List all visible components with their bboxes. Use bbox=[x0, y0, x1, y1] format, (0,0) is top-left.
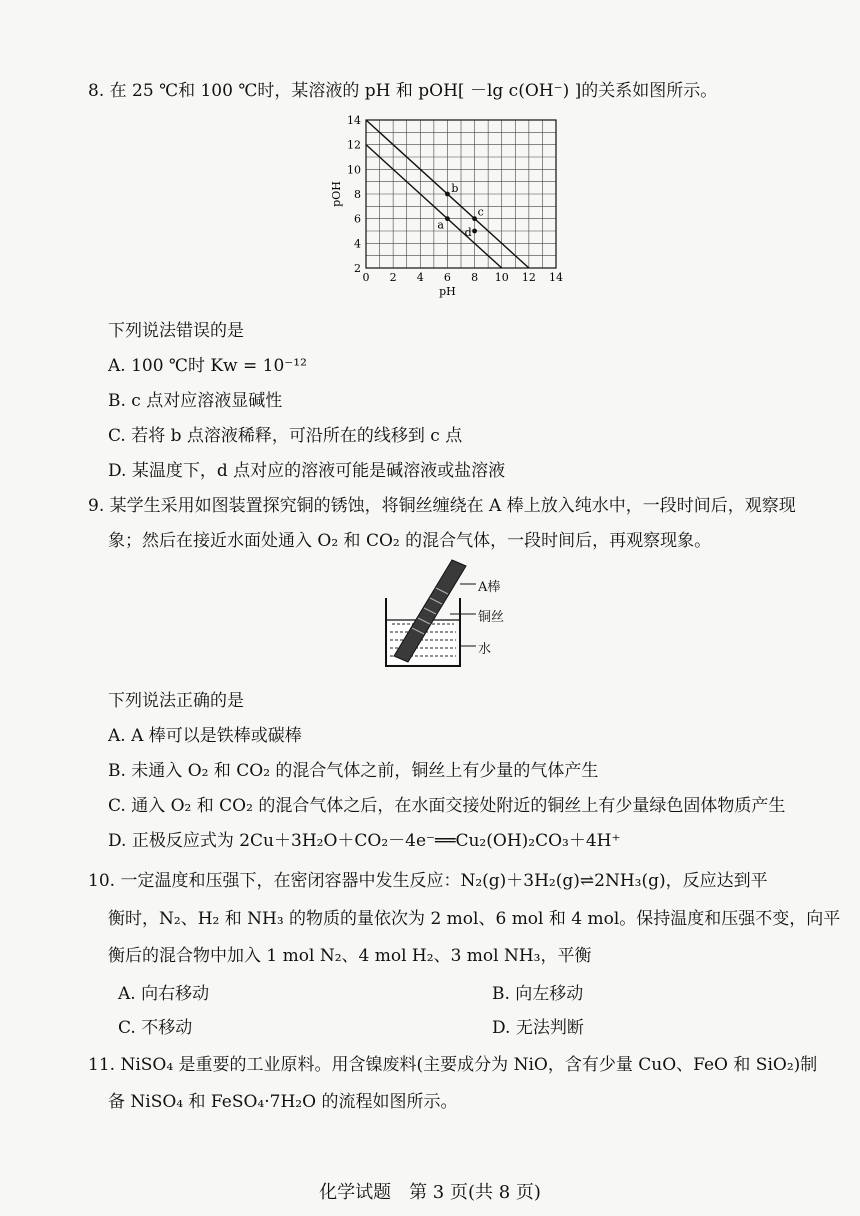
q11-stem-line1: 11. NiSO₄ 是重要的工业原料。用含镍废料(主要成分为 NiO，含有少量 CuO、FeO 和 SiO₂)制 bbox=[88, 1055, 818, 1075]
q8-chart bbox=[330, 112, 563, 302]
q8-option-b: B. c 点对应溶液显碱性 bbox=[108, 391, 283, 411]
q9-option-a: A. A 棒可以是铁棒或碳棒 bbox=[108, 726, 302, 746]
x-tick-label: 10 bbox=[494, 271, 509, 284]
q10-stem-line2: 衡时，N₂、H₂ 和 NH₃ 的物质的量依次为 2 mol、6 mol 和 4 mol。保持温度和压强不变，向平 bbox=[108, 909, 841, 929]
point-label-b: b bbox=[451, 182, 459, 195]
y-axis-label: pOH bbox=[330, 181, 343, 207]
point-label-c: c bbox=[477, 205, 484, 219]
q8-stem: 8. 在 25 ℃和 100 ℃时，某溶液的 pH 和 pOH[ －lg c(OH⁻) ]的关系如图所示。 bbox=[88, 81, 718, 101]
point-label-a: a bbox=[437, 218, 444, 232]
y-tick-label: 12 bbox=[347, 138, 361, 152]
point-c bbox=[472, 216, 477, 221]
q8-prompt: 下列说法错误的是 bbox=[108, 321, 244, 341]
q8-option-d: D. 某温度下，d 点对应的溶液可能是碱溶液或盐溶液 bbox=[108, 461, 506, 481]
q10-option-a: A. 向右移动 bbox=[118, 984, 210, 1004]
q8-option-c: C. 若将 b 点溶液稀释，可沿所在的线移到 c 点 bbox=[108, 426, 463, 446]
q10-option-b: B. 向左移动 bbox=[492, 984, 584, 1004]
point-a bbox=[445, 216, 450, 221]
q10-stem-line3: 衡后的混合物中加入 1 mol N₂、4 mol H₂、3 mol NH₃，平衡 bbox=[108, 946, 592, 966]
rod-label: A棒 bbox=[478, 580, 501, 595]
q10-stem-line1: 10. 一定温度和压强下，在密闭容器中发生反应：N₂(g)＋3H₂(g)⇌2NH₃(g)，反应达到平 bbox=[88, 871, 768, 891]
y-tick-label: 8 bbox=[354, 188, 361, 201]
x-tick-label: 14 bbox=[549, 271, 563, 284]
q9-option-d: D. 正极反应式为 2Cu＋3H₂O＋CO₂－4e⁻══Cu₂(OH)₂CO₃＋4H⁺ bbox=[108, 831, 621, 851]
y-tick-label: 10 bbox=[347, 163, 361, 177]
q10-option-c: C. 不移动 bbox=[118, 1018, 193, 1038]
q9-apparatus-figure bbox=[380, 558, 530, 676]
point-label-d: d bbox=[464, 226, 472, 239]
x-tick-label: 12 bbox=[521, 271, 536, 284]
wire-label: 铜丝 bbox=[478, 610, 505, 625]
q9-prompt: 下列说法正确的是 bbox=[108, 691, 244, 711]
q10-option-d: D. 无法判断 bbox=[492, 1018, 584, 1038]
q8-option-a: A. 100 ℃时 Kw = 10⁻¹² bbox=[108, 356, 307, 376]
x-tick-label: 8 bbox=[471, 271, 479, 284]
x-tick-label: 4 bbox=[416, 271, 424, 284]
q9-stem-line2: 象；然后在接近水面处通入 O₂ 和 CO₂ 的混合气体，一段时间后，再观察现象。 bbox=[108, 531, 712, 551]
x-tick-label: 0 bbox=[362, 271, 370, 284]
ph-poh-chart bbox=[330, 112, 563, 302]
water-label: 水 bbox=[478, 642, 492, 657]
x-tick-label: 2 bbox=[389, 271, 397, 284]
y-tick-label: 2 bbox=[354, 262, 361, 275]
y-tick-label: 6 bbox=[354, 212, 361, 226]
beaker-diagram bbox=[380, 558, 530, 676]
q9-option-c: C. 通入 O₂ 和 CO₂ 的混合气体之后，在水面交接处附近的铜丝上有少量绿色固体物质产生 bbox=[108, 796, 786, 816]
q9-option-b: B. 未通入 O₂ 和 CO₂ 的混合气体之前，铜丝上有少量的气体产生 bbox=[108, 761, 599, 781]
y-tick-label: 4 bbox=[354, 237, 361, 251]
point-b bbox=[445, 192, 450, 197]
q11-stem-line2: 备 NiSO₄ 和 FeSO₄·7H₂O 的流程如图所示。 bbox=[108, 1092, 458, 1112]
y-tick-label: 14 bbox=[347, 114, 361, 127]
x-tick-label: 6 bbox=[443, 271, 451, 284]
page-footer: 化学试题 第 3 页(共 8 页) bbox=[319, 1182, 541, 1203]
q9-stem-line1: 9. 某学生采用如图装置探究铜的锈蚀，将铜丝缠绕在 A 棒上放入纯水中，一段时间后，观察现 bbox=[88, 496, 796, 516]
point-d bbox=[472, 229, 477, 234]
x-axis-label: pH bbox=[439, 285, 456, 298]
